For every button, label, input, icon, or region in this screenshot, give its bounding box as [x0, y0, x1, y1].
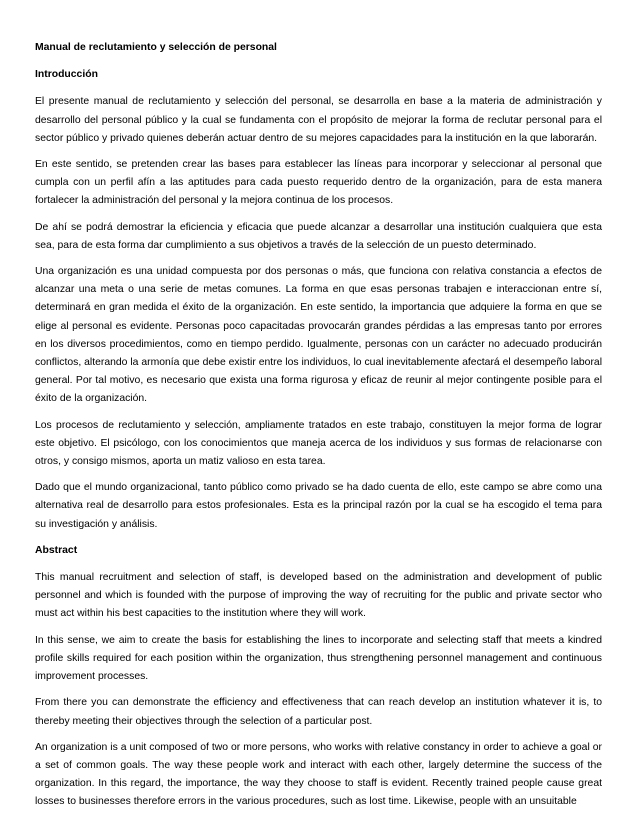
document-title: Manual de reclutamiento y selección de personal: [35, 42, 277, 53]
abstract-paragraph: This manual recruitment and selection of staff, is developed based on the administration and development of public personnel and which is founded with the purpose of improving the way of recruiting for the public and private sector who must act within his best capacities to the institution where they will work.: [35, 572, 602, 620]
intro-paragraph: De ahí se podrá demostrar la eficiencia y eficacia que puede alcanzar a desarrollar una institución cualquiera que esta sea, para de esta forma dar cumplimiento a sus objetivos a través de la selección de un puesto determinado.: [35, 221, 602, 251]
abstract-heading: Abstract: [35, 544, 78, 556]
intro-paragraph: Dado que el mundo organizacional, tanto público como privado se ha dado cuenta de ello, este campo se abre como una alternativa real de desarrollo para estos profesionales. Esta es la principal razón por la cual se ha escogido el tema para su investigación y análisis.: [35, 482, 602, 530]
abstract-paragraph: In this sense, we aim to create the basis for establishing the lines to incorporate and selecting staff that meets a kindred profile skills required for each position within the organization, thus strengthening personnel management and continuous improvement processes.: [35, 634, 602, 683]
document-body: [35, 39, 602, 820]
intro-paragraph: Una organización es una unidad compuesta por dos personas o más, que funciona con relativa constancia a efectos de alcanzar una meta o una serie de metas comunes. La forma en que esas personas trabajen e interaccionan entre sí, determinará en gran medida el éxito de la organización. En este sentido, la importancia que adquiere la forma en que se elige al personal es evidente. Personas poco capacitadas provocarán grandes pérdidas a las empresas tanto por errores en los diversos procedimientos, como en tiempo perdido. Igualmente, personas con un carácter no adecuado producirán conflictos, alterando la armonía que debe existir entre los individuos, lo cual inevitablemente afectará el desempeño laboral general. Por tal motivo, es necesario que exista una forma rigurosa y eficaz de reunir al mejor contingente posible para el éxito de la organización.: [35, 266, 602, 405]
intro-paragraph: El presente manual de reclutamiento y selección del personal, se desarrolla en base a la materia de administración y desarrollo del personal público y la cual se fundamenta con el propósito de mejorar la forma de reclutar personal para el sector público y privado quienes deberán actuar dentro de su mejores capacidades para la institución en la que laborarán.: [35, 96, 602, 144]
intro-paragraph: En este sentido, se pretenden crear las bases para establecer las líneas para incorporar y seleccionar al personal que cumpla con un perfil afín a las aptitudes para cada puesto requerido dentro de la organización, para de esta manera fortalecer la administración del personal y la mejora continua de los procesos.: [35, 159, 602, 207]
abstract-paragraph: From there you can demonstrate the efficiency and effectiveness that can reach develop an institution whatever it is, to thereby meeting their objectives through the selection of a particular post.: [35, 697, 602, 727]
abstract-paragraph: An organization is a unit composed of two or more persons, who works with relative constancy in order to achieve a goal or a set of common goals. The way these people work and interact with each other, largely determine the success of the organization. In this regard, the importance, the way they choose to staff is evident. Recently trained people cause great losses to businesses therefore errors in the various procedures, such as lost time. Likewise, people with an unsuitable: [35, 741, 602, 808]
intro-paragraph: Los procesos de reclutamiento y selección, ampliamente tratados en este trabajo, constituyen la mejor forma de lograr este objetivo. El psicólogo, con los conocimientos que maneja acerca de los individuos y sus formas de relacionarse con otros, y consigo mismos, aporta un matiz valioso en esta tarea.: [35, 419, 602, 468]
intro-heading: Introducción: [35, 69, 98, 81]
